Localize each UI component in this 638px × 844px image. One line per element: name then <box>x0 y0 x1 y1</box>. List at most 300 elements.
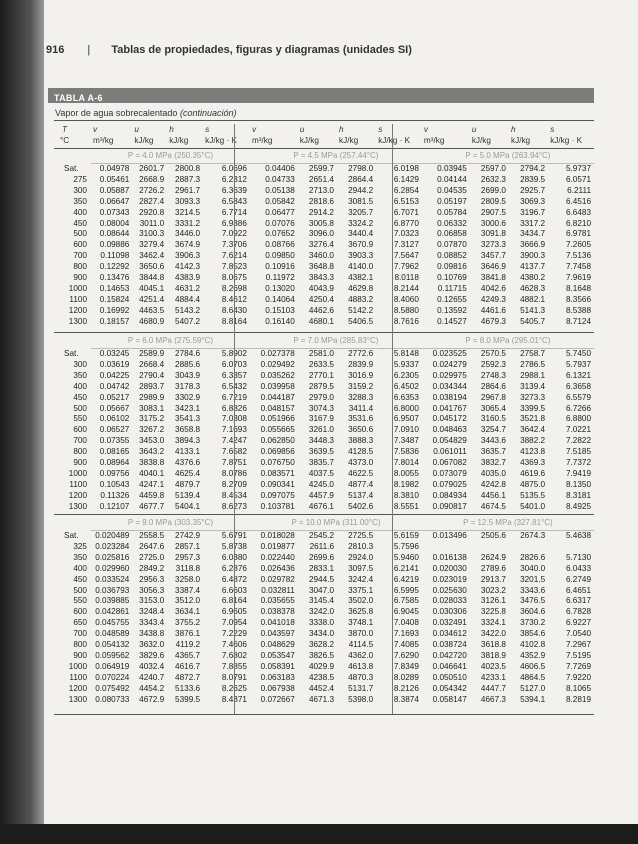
value-cell: 7.2229 <box>221 629 247 639</box>
value-cell: 0.034344 <box>432 381 467 391</box>
table-row <box>54 371 594 382</box>
value-cell: 0.073079 <box>432 468 467 478</box>
value-cell: 3411.4 <box>348 403 374 413</box>
block-rule <box>54 714 594 715</box>
table-row <box>54 673 594 684</box>
value-cell: 3900.3 <box>520 251 546 261</box>
value-cell: 0.058391 <box>260 661 295 671</box>
value-cell: 3502.0 <box>348 596 374 606</box>
value-cell: 2725.5 <box>348 531 374 540</box>
value-cell: 3443.6 <box>480 436 506 446</box>
value-cell: 2798.0 <box>348 164 374 173</box>
value-cell: 3423.1 <box>175 403 201 413</box>
value-cell: 2879.5 <box>308 381 334 391</box>
table-row <box>54 553 594 564</box>
value-cell: 4035.0 <box>480 468 506 478</box>
value-cell: 3261.0 <box>308 425 334 435</box>
value-cell: 4352.9 <box>520 650 546 660</box>
value-cell: 6.7219 <box>221 392 247 402</box>
value-cell: 6.2876 <box>221 563 247 573</box>
value-cell: 0.07355 <box>99 436 130 446</box>
value-cell: 0.034612 <box>432 629 467 639</box>
value-cell: 0.04535 <box>437 185 467 195</box>
value-cell: 6.6353 <box>393 392 419 402</box>
value-cell: 3832.7 <box>480 458 506 468</box>
value-cell: 8.0118 <box>394 273 419 283</box>
value-cell: 4680.9 <box>139 316 165 326</box>
value-cell: 3512.0 <box>175 596 201 606</box>
value-cell: 0.076750 <box>260 458 295 468</box>
temperature-cell: 500 <box>73 403 87 413</box>
table-row <box>54 360 594 371</box>
temperature-cell: 275 <box>73 174 87 184</box>
value-cell: 4875.0 <box>520 479 546 489</box>
value-cell: 8.4371 <box>221 694 247 704</box>
value-cell: 3843.3 <box>308 273 334 283</box>
value-cell: 0.16140 <box>265 316 295 326</box>
value-cell: 8.1648 <box>565 283 591 293</box>
temperature-cell: 1000 <box>68 468 87 478</box>
table-row <box>54 502 594 513</box>
column-symbol: s <box>378 125 383 134</box>
value-cell: 5394.1 <box>520 694 546 704</box>
value-cell: 4251.4 <box>139 294 165 304</box>
value-cell: 4233.1 <box>480 672 506 682</box>
value-cell: 3093.3 <box>175 196 201 206</box>
value-cell: 4674.5 <box>480 501 506 511</box>
column-symbol: T <box>62 125 68 134</box>
value-cell: 5.7130 <box>565 552 591 562</box>
value-cell: 0.05197 <box>437 196 467 206</box>
table-row <box>54 531 594 542</box>
value-cell: 5127.0 <box>520 683 546 693</box>
value-cell: 4383.9 <box>175 273 201 283</box>
value-cell: 2944.5 <box>308 574 334 584</box>
value-cell: 0.048629 <box>260 640 295 650</box>
value-cell: 3331.2 <box>175 218 201 228</box>
value-cell: 3273.3 <box>480 240 506 250</box>
column-symbol: h <box>169 125 174 134</box>
value-cell: 2849.2 <box>139 563 165 573</box>
temperature-cell: 700 <box>73 436 87 446</box>
value-cell: 3639.5 <box>308 447 334 457</box>
value-cell: 7.1693 <box>393 629 419 639</box>
value-cell: 0.038194 <box>432 392 467 402</box>
table-row <box>54 662 594 673</box>
value-cell: 0.09756 <box>99 468 130 478</box>
value-cell: 6.7266 <box>565 403 591 413</box>
temperature-cell: 600 <box>73 425 87 435</box>
value-cell: 3267.2 <box>139 425 165 435</box>
value-cell: 0.083571 <box>260 468 295 478</box>
value-cell: 7.0540 <box>565 629 591 639</box>
value-cell: 6.2141 <box>393 563 419 573</box>
value-cell: 5.9460 <box>393 552 419 562</box>
value-cell: 6.2111 <box>567 185 591 195</box>
value-cell: 8.2625 <box>221 683 247 693</box>
value-cell: 2624.9 <box>480 552 506 562</box>
column-symbol: h <box>339 125 344 134</box>
value-cell: 2893.7 <box>139 381 165 391</box>
value-cell: 8.0289 <box>393 672 419 682</box>
value-cell: 4102.8 <box>520 640 546 650</box>
value-cell: 3841.8 <box>480 273 506 283</box>
temperature-cell: 350 <box>73 552 87 562</box>
value-cell: 7.8751 <box>221 458 247 468</box>
table-row <box>54 404 594 415</box>
value-cell: 0.10916 <box>265 262 295 272</box>
value-cell: 0.026436 <box>260 563 295 573</box>
value-cell: 8.5551 <box>393 501 419 511</box>
value-cell: 4128.5 <box>348 447 374 457</box>
value-cell: 5131.7 <box>348 683 374 693</box>
value-cell: 7.8014 <box>393 458 419 468</box>
value-cell: 2907.5 <box>480 207 506 217</box>
pressure-block <box>54 335 594 513</box>
temperature-cell: 1100 <box>69 672 87 682</box>
value-cell: 3324.2 <box>348 218 374 228</box>
value-cell: 0.05887 <box>99 185 130 195</box>
value-cell: 5406.5 <box>348 316 374 326</box>
value-cell: 0.16992 <box>99 305 130 315</box>
value-cell: 6.9386 <box>221 218 247 228</box>
value-cell: 3625.8 <box>348 607 374 617</box>
value-cell: 6.4872 <box>221 574 247 584</box>
column-unit: kJ/kg <box>471 136 491 145</box>
value-cell: 7.2822 <box>565 436 591 446</box>
value-cell: 0.11972 <box>265 273 295 283</box>
pressure-block <box>54 150 594 328</box>
value-cell: 3604.6 <box>520 607 546 617</box>
value-cell: 6.7828 <box>565 607 591 617</box>
value-cell: 0.05217 <box>99 392 130 402</box>
value-cell: 0.025630 <box>432 585 467 595</box>
table-row <box>54 607 594 618</box>
table-row <box>54 295 594 306</box>
value-cell: 3343.4 <box>139 618 165 628</box>
value-cell: 4245.0 <box>308 479 334 489</box>
value-cell: 3016.9 <box>348 370 374 380</box>
running-title: Tablas de propiedades, figuras y diagramas (unidades SI) <box>111 44 412 56</box>
value-cell: 0.051966 <box>260 414 295 424</box>
running-header <box>46 44 412 56</box>
value-cell: 0.06332 <box>437 218 467 228</box>
value-cell: 6.0380 <box>221 552 247 562</box>
table-row <box>54 447 594 458</box>
table-row <box>54 542 594 553</box>
value-cell: 3126.1 <box>480 596 506 606</box>
value-cell: 0.032491 <box>432 618 467 628</box>
top-rule <box>54 120 594 121</box>
value-cell: 6.6317 <box>565 596 591 606</box>
value-cell: 0.11715 <box>437 283 467 293</box>
value-cell: 7.9419 <box>565 468 591 478</box>
table-row <box>54 469 594 480</box>
column-symbol: s <box>205 125 210 134</box>
value-cell: 0.05667 <box>99 403 130 413</box>
value-cell: 0.036793 <box>95 585 130 595</box>
value-cell: 3279.4 <box>139 240 165 250</box>
table-row <box>54 164 594 175</box>
value-cell: 3531.6 <box>348 414 374 424</box>
value-cell: 0.03245 <box>99 349 130 358</box>
column-symbol: v <box>251 125 257 134</box>
column-group-divider <box>234 124 235 714</box>
value-cell: 0.016138 <box>432 552 467 562</box>
value-cell: 7.0954 <box>221 618 247 628</box>
value-cell: 2920.8 <box>139 207 165 217</box>
column-unit: m³/kg <box>251 136 273 145</box>
value-cell: 3838.8 <box>139 458 165 468</box>
value-cell: 7.8523 <box>221 262 247 272</box>
value-cell: 0.09850 <box>265 251 295 261</box>
value-cell: 3139.4 <box>520 381 546 391</box>
value-cell: 4362.0 <box>348 650 374 660</box>
column-symbol: h <box>511 125 516 134</box>
value-cell: 3160.5 <box>480 414 506 424</box>
value-cell: 3446.0 <box>175 229 201 239</box>
value-cell: 0.06647 <box>99 196 130 206</box>
temperature-cell: 500 <box>73 585 87 595</box>
value-cell: 0.024279 <box>432 359 467 369</box>
value-cell: 2597.0 <box>480 164 506 173</box>
value-cell: 3818.9 <box>480 650 506 660</box>
value-cell: 2633.5 <box>308 359 334 369</box>
value-cell: 4883.2 <box>348 294 374 304</box>
temperature-cell: 600 <box>73 240 87 250</box>
temperature-cell: Sat. <box>64 163 79 173</box>
value-cell: 2726.2 <box>139 185 165 195</box>
table-row <box>54 629 594 640</box>
value-cell: 0.035262 <box>260 370 295 380</box>
value-cell: 3288.3 <box>348 392 374 402</box>
value-cell: 3648.8 <box>308 262 334 272</box>
value-cell: 3083.1 <box>139 403 165 413</box>
value-cell: 0.05461 <box>99 174 130 184</box>
value-cell: 2599.7 <box>308 164 334 173</box>
value-cell: 5143.2 <box>175 305 201 315</box>
value-cell: 0.14064 <box>265 294 295 304</box>
value-cell: 0.023284 <box>95 541 130 551</box>
value-cell: 4447.7 <box>480 683 506 693</box>
value-cell: 6.8164 <box>221 596 247 606</box>
value-cell: 3670.9 <box>348 240 374 250</box>
value-cell: 4133.1 <box>175 447 201 457</box>
value-cell: 2956.3 <box>139 574 165 584</box>
table-row <box>54 575 594 586</box>
value-cell: 0.054342 <box>432 683 467 693</box>
column-symbol: s <box>550 125 555 134</box>
value-cell: 0.028033 <box>432 596 467 606</box>
value-cell: 4877.4 <box>348 479 374 489</box>
value-cell: 5.7596 <box>393 541 419 551</box>
value-cell: 7.7458 <box>565 262 591 272</box>
temperature-cell: 1200 <box>68 683 87 693</box>
temperature-cell: 450 <box>73 392 87 402</box>
value-cell: 2651.4 <box>308 174 334 184</box>
value-cell: 4456.1 <box>480 490 506 500</box>
value-cell: 0.09886 <box>99 240 130 250</box>
value-cell: 0.042861 <box>95 607 130 617</box>
value-cell: 8.1350 <box>565 479 591 489</box>
value-cell: 2924.0 <box>348 552 374 562</box>
value-cell <box>509 542 548 553</box>
temperature-cell: 550 <box>73 414 87 424</box>
value-cell: 0.11326 <box>100 490 130 500</box>
value-cell: 0.08964 <box>99 458 130 468</box>
value-cell: 6.2854 <box>393 185 419 195</box>
value-cell: 5405.7 <box>520 316 546 326</box>
column-symbol: u <box>299 125 305 134</box>
value-cell: 3870.0 <box>348 629 374 639</box>
table-caption <box>55 108 236 118</box>
column-unit: kJ/kg <box>299 136 319 145</box>
value-cell: 3254.7 <box>480 425 506 435</box>
column-symbol: u <box>471 125 477 134</box>
value-cell: 0.04406 <box>265 164 295 173</box>
value-cell: 3882.2 <box>520 436 546 446</box>
table-row <box>54 240 594 251</box>
value-cell: 0.12107 <box>99 501 130 511</box>
value-cell: 4870.3 <box>348 672 374 682</box>
value-cell: 7.9220 <box>565 672 591 682</box>
value-cell: 6.2749 <box>565 574 591 584</box>
value-cell: 0.023525 <box>432 349 467 358</box>
value-cell: 3056.3 <box>139 585 165 595</box>
value-cell: 5137.4 <box>348 490 374 500</box>
value-cell: 2742.9 <box>175 531 201 540</box>
value-cell: 8.6273 <box>221 501 247 511</box>
temperature-cell: 700 <box>73 251 87 261</box>
value-cell: 3748.1 <box>348 618 374 628</box>
value-cell: 6.7071 <box>393 207 419 217</box>
temperature-cell: 900 <box>73 273 87 283</box>
table-row <box>54 640 594 651</box>
value-cell: 0.029782 <box>260 574 295 584</box>
value-cell <box>470 542 509 553</box>
value-cell: 7.5136 <box>565 251 591 261</box>
value-cell: 3258.0 <box>175 574 201 584</box>
value-cell: 0.038378 <box>260 607 295 617</box>
value-cell: 7.5836 <box>393 447 419 457</box>
value-cell: 8.1982 <box>393 479 419 489</box>
value-cell: 2885.6 <box>175 359 201 369</box>
value-cell: 0.05784 <box>437 207 467 217</box>
temperature-cell: 1300 <box>68 316 87 326</box>
value-cell: 0.04742 <box>99 381 130 391</box>
pressure-heading: P = 7.0 MPa (285.83°C) <box>250 335 422 349</box>
value-cell: 2961.7 <box>175 185 201 195</box>
value-cell: 3242.4 <box>348 574 374 584</box>
value-cell: 0.06858 <box>437 229 467 239</box>
value-cell: 0.075492 <box>95 683 130 693</box>
value-cell: 4461.6 <box>480 305 506 315</box>
value-cell: 3242.0 <box>308 607 334 617</box>
value-cell: 7.0308 <box>221 414 247 424</box>
value-cell: 5142.2 <box>348 305 374 315</box>
value-cell: 5.8902 <box>221 349 247 358</box>
value-cell: 6.3658 <box>565 381 591 391</box>
table-row <box>54 491 594 502</box>
value-cell: 0.06477 <box>265 207 295 217</box>
value-cell: 3618.8 <box>480 640 506 650</box>
value-cell: 0.055665 <box>260 425 295 435</box>
value-cell: 4042.6 <box>480 283 506 293</box>
value-cell: 3894.3 <box>175 436 201 446</box>
value-cell: 0.072667 <box>260 694 295 704</box>
table-caption-note: (continuación) <box>179 108 237 118</box>
value-cell: 0.11098 <box>100 251 130 261</box>
value-cell: 2827.4 <box>139 196 165 206</box>
value-cell: 4119.2 <box>175 640 201 650</box>
value-cell: 4631.2 <box>175 283 201 293</box>
value-cell: 4628.3 <box>520 283 546 293</box>
value-cell: 4625.4 <box>175 468 201 478</box>
block-rule <box>54 514 594 515</box>
value-cell: 0.103781 <box>260 501 295 511</box>
table-row <box>54 229 594 240</box>
value-cell: 2789.6 <box>480 563 506 573</box>
value-cell: 2592.3 <box>480 359 506 369</box>
table-row <box>54 349 594 360</box>
value-cell: 0.050510 <box>432 672 467 682</box>
value-cell: 3903.3 <box>348 251 374 261</box>
temperature-cell: 1300 <box>68 501 87 511</box>
value-cell: 4619.6 <box>520 468 546 478</box>
temperature-cell: 400 <box>73 381 87 391</box>
pressure-heading: P = 9.0 MPa (303.35°C) <box>91 517 250 531</box>
value-cell: 7.5647 <box>393 251 419 261</box>
table-row <box>54 306 594 317</box>
value-cell: 3628.2 <box>308 640 334 650</box>
value-cell: 3666.9 <box>520 240 546 250</box>
table-caption-text: Vapor de agua sobrecalentado <box>55 108 178 118</box>
table-row <box>54 197 594 208</box>
value-cell: 0.035655 <box>260 596 295 606</box>
value-cell: 3214.5 <box>175 207 201 217</box>
value-cell: 8.2126 <box>393 683 419 693</box>
table-row <box>54 219 594 230</box>
value-cell: 8.4534 <box>221 490 247 500</box>
temperature-cell: 325 <box>73 541 87 551</box>
table-label-banner <box>48 88 594 103</box>
value-cell: 8.3566 <box>565 294 591 304</box>
value-cell: 4023.5 <box>480 661 506 671</box>
value-cell: 3476.5 <box>520 596 546 606</box>
value-cell: 2790.4 <box>139 370 165 380</box>
value-cell: 7.6582 <box>221 447 247 457</box>
value-cell: 5139.4 <box>175 490 201 500</box>
value-cell: 0.08644 <box>99 229 130 239</box>
value-cell: 3632.0 <box>139 640 165 650</box>
value-cell: 4373.0 <box>348 458 374 468</box>
value-cell: 2864.6 <box>480 381 506 391</box>
value-cell: 2818.6 <box>308 196 334 206</box>
table-row <box>54 251 594 262</box>
value-cell: 0.048463 <box>432 425 467 435</box>
value-cell: 6.8000 <box>393 403 419 413</box>
table-row <box>54 480 594 491</box>
value-cell: 6.3357 <box>221 370 247 380</box>
value-cell: 2758.7 <box>520 349 546 358</box>
pressure-heading: P = 8.0 MPa (295.01°C) <box>422 335 594 349</box>
value-cell: 6.0433 <box>565 563 591 573</box>
value-cell: 6.0696 <box>221 164 247 173</box>
value-cell: 0.13592 <box>437 305 467 315</box>
value-cell: 4382.1 <box>348 273 374 283</box>
value-cell: 3324.1 <box>480 618 506 628</box>
value-cell: 4040.1 <box>139 468 165 478</box>
